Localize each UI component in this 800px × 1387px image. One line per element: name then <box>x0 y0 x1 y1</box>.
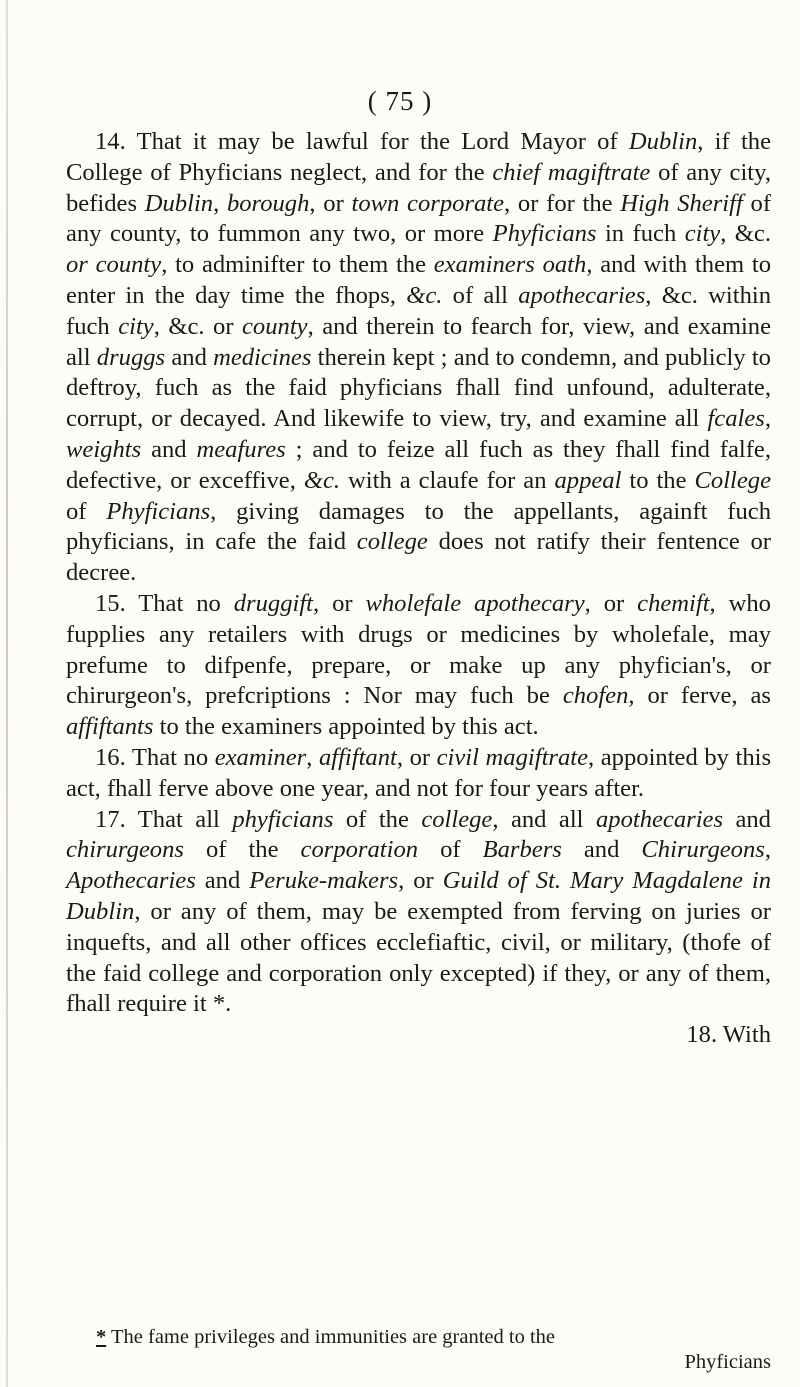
text-run: of any city, befides <box>66 158 771 217</box>
italic-run: apothecaries <box>518 281 646 309</box>
paragraph-17 <box>66 805 771 1021</box>
text-run: and <box>165 343 214 371</box>
text-run: , and therein to fearch for, view, and examine all <box>66 312 771 371</box>
italic-run: borough <box>226 189 310 217</box>
italic-run: Peruke-makers <box>249 867 399 895</box>
italic-run: examiners oath <box>433 251 587 279</box>
italic-run: Guild of St. Mary Magdalene in Dublin <box>66 867 771 925</box>
italic-run: phyficians <box>232 805 334 833</box>
text-run: and <box>561 836 642 864</box>
text-run: 17. That all <box>95 805 233 833</box>
paragraph-16 <box>66 743 771 805</box>
text-run: of all <box>442 281 519 309</box>
paragraph-14 <box>66 127 771 589</box>
text-run: of <box>66 497 107 525</box>
text-run: does not ratify their fentence or decree. <box>66 528 771 587</box>
italic-run: Apothecaries <box>66 867 196 895</box>
italic-run: corporation <box>300 836 419 864</box>
text-run: , <box>213 189 227 217</box>
text-run: , or <box>313 589 366 617</box>
text-run: 15. That no <box>95 589 234 617</box>
text-run: , <box>764 405 771 433</box>
text-run: , or <box>584 589 638 617</box>
italic-run: town corporate <box>351 189 505 217</box>
text-run: , and with them to enter in the day time the fhops, <box>66 251 772 309</box>
italic-run: Chirurgeons <box>641 836 765 864</box>
page-number: ( 75 ) <box>367 86 433 116</box>
page-gutter-edge <box>6 0 8 1387</box>
text-run: , &c. or <box>153 312 243 340</box>
text-run: of <box>418 836 483 864</box>
text-run: and <box>141 435 197 463</box>
italic-run: college <box>356 528 428 556</box>
italic-run: chemift <box>637 589 710 617</box>
text-run: in fuch <box>596 220 685 248</box>
italic-run: apothecaries <box>595 805 724 833</box>
text-run: of the <box>333 805 422 833</box>
italic-run: Dublin <box>144 189 214 217</box>
text-run: and <box>195 867 250 895</box>
text-run: , or <box>309 189 352 217</box>
text-run: , <box>306 743 319 771</box>
italic-run: College <box>694 466 771 494</box>
body-text <box>66 127 771 1051</box>
italic-run: civil magiftrate <box>436 743 589 771</box>
text-run: , or <box>396 743 437 771</box>
italic-run: Dublin <box>628 128 698 155</box>
text-run: 14. That it may be lawful for the Lord Mayor of <box>95 128 629 155</box>
text-run: , or for the <box>504 189 621 217</box>
text-run: , who fupplies any retailers with drugs or medicines by wholefale, may prefume to difpenfe, prepare, or make up any phyfician's, or chirurgeon's, prefcriptions : Nor may fuch be <box>66 589 771 710</box>
italic-run: druggs <box>96 343 166 371</box>
paragraph-15 <box>66 589 771 743</box>
text-run: with a claufe for an <box>340 466 555 494</box>
italic-run: examiner <box>214 743 307 771</box>
italic-run: wholefale apothecary <box>365 589 585 617</box>
italic-run: affiftants <box>66 713 154 741</box>
italic-run: city <box>118 312 154 340</box>
text-run: , appointed by this act, fhall ferve above one year, and not for four years after. <box>66 743 772 802</box>
italic-run: affiftant <box>318 743 397 771</box>
italic-run: Phyficians <box>106 497 211 525</box>
text-run: , if the College of Phyficians neglect, and for the <box>66 128 771 186</box>
text-run: , <box>764 836 771 864</box>
italic-run: High Sheriff <box>620 189 743 217</box>
italic-run: county <box>242 312 308 340</box>
text-run: , or any of them, may be exempted from ferving on juries or inquefts, and all other offices ecclefiaftic, civil, or military, (thofe of the faid college and corporation only excepted) if they, or any of them, fhall require it *. <box>66 897 771 1018</box>
italic-run: chirurgeons <box>66 836 184 864</box>
italic-run: college <box>421 805 493 833</box>
italic-run: city <box>684 220 721 248</box>
text-run: , &c. <box>720 220 771 248</box>
text-run: therein kept ; and to condemn, and publicly to deftroy, fuch as the faid phyficians fhall find unfound, adulterate, corrupt, or decayed. And likewife to view, try, and examine all <box>66 343 771 433</box>
text-run: , giving damages to the appellants, againft fuch phyficians, in cafe the faid <box>66 497 771 556</box>
text-run: , &c. within fuch <box>66 281 772 340</box>
footnote-marker: * <box>96 1326 107 1348</box>
catchword: 18. With <box>686 1021 771 1049</box>
italic-run: fcales <box>707 405 765 433</box>
italic-run: appeal <box>554 466 622 494</box>
italic-run: or county <box>66 251 162 279</box>
footnote-continuation: Phyficians <box>684 1351 771 1373</box>
italic-run: meafures <box>196 435 286 463</box>
italic-run: Barbers <box>482 836 562 864</box>
text-run: , or <box>398 867 443 895</box>
italic-run: &c. <box>303 466 341 494</box>
text-run: of any county, to fummon any two, or more <box>66 189 772 248</box>
italic-run: weights <box>66 435 142 463</box>
text-run: of the <box>183 836 301 864</box>
italic-run: chofen <box>562 682 629 710</box>
italic-run: medicines <box>213 343 312 371</box>
text-run: ; and to feize all fuch as they fhall find falfe, defective, or exceffive, <box>66 435 771 494</box>
text-run: 16. That no <box>95 743 215 771</box>
text-run: , and all <box>492 805 596 833</box>
italic-run: &c. <box>406 281 443 309</box>
italic-run: druggift <box>233 589 313 617</box>
footnote-text: The fame privileges and immunities are granted to the <box>106 1326 556 1348</box>
italic-run: Phyficians <box>492 220 597 248</box>
text-run: to the <box>621 466 695 494</box>
text-run: to the examiners appointed by this act. <box>153 713 539 741</box>
text-run: and <box>723 805 771 833</box>
footnote <box>96 1325 771 1375</box>
text-run: , or ferve, as <box>628 682 771 710</box>
italic-run: chief magiftrate <box>492 158 651 186</box>
text-run: , to adminifter to them the <box>161 251 434 279</box>
